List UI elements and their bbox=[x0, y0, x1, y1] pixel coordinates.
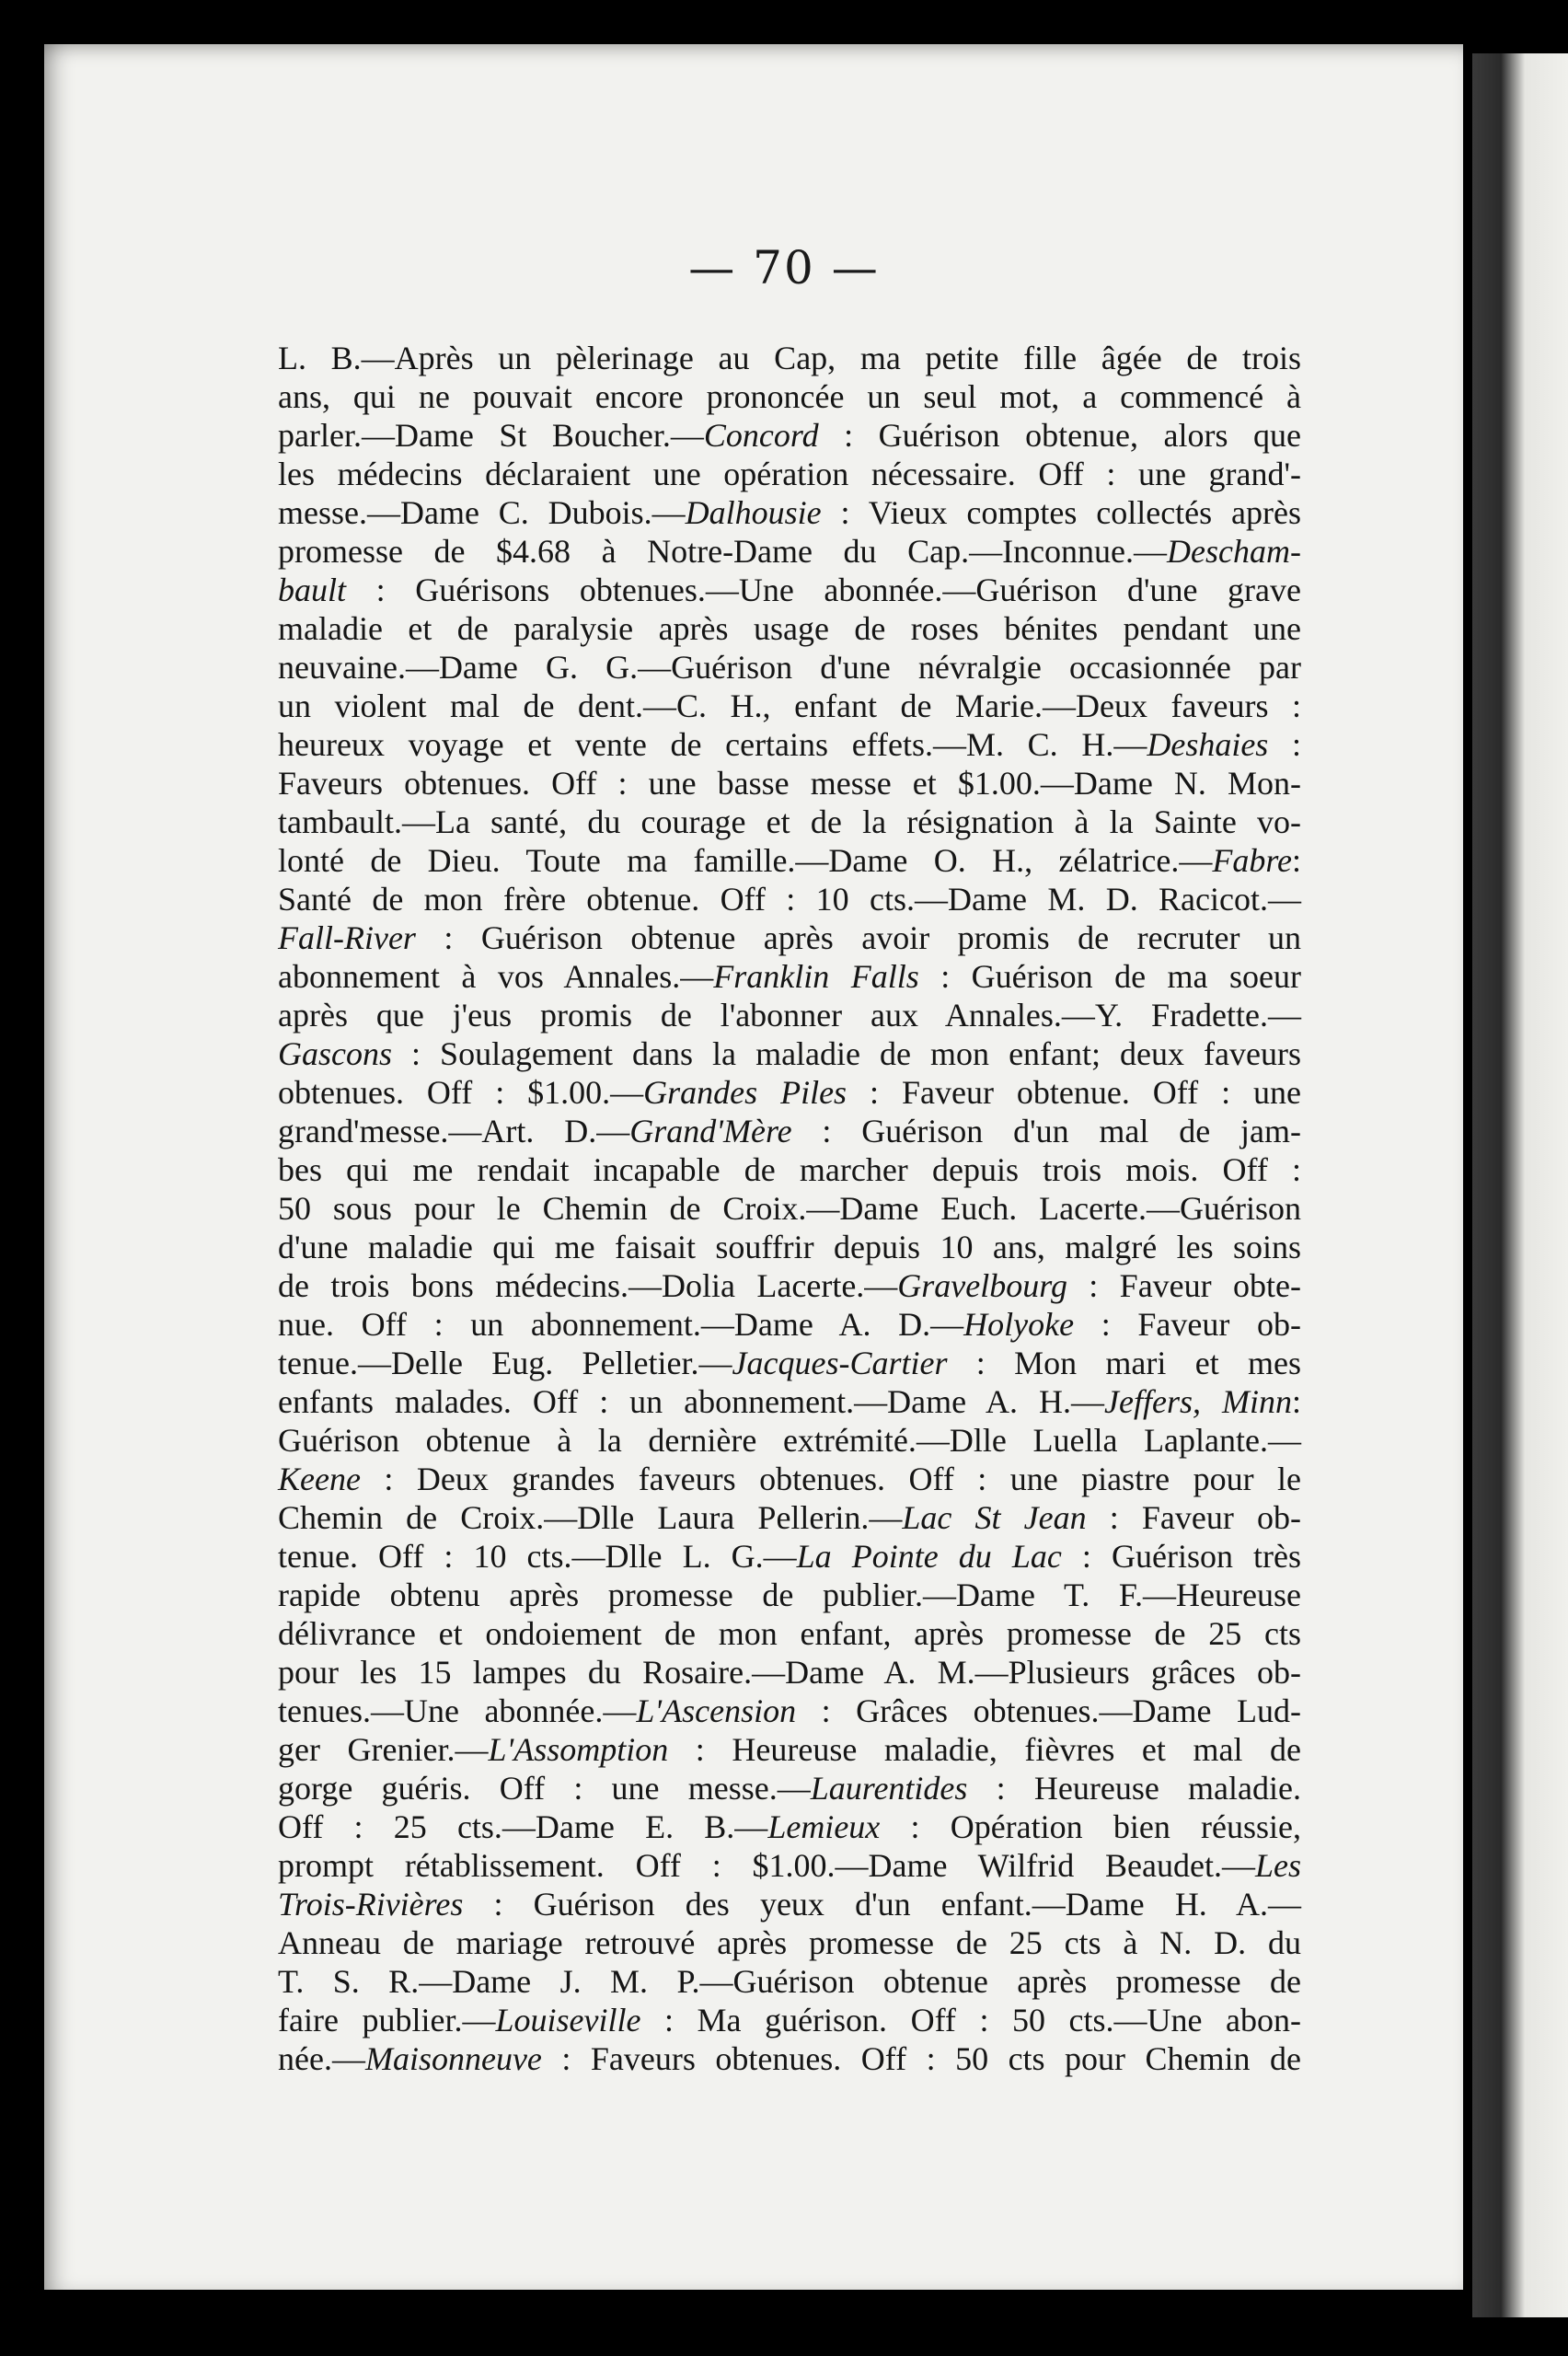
text-line bbox=[278, 455, 1301, 493]
text-line bbox=[278, 841, 1301, 880]
text-line bbox=[278, 1189, 1301, 1228]
place-name: Lemieux bbox=[767, 1808, 881, 1845]
text-line bbox=[278, 1692, 1301, 1730]
text-segment: : Guérison obtenue après avoir promis de recruter un bbox=[415, 919, 1301, 956]
text-segment: obtenues. Off : $1.00.— bbox=[278, 1074, 644, 1111]
text-line bbox=[278, 571, 1301, 609]
text-line bbox=[278, 1730, 1301, 1769]
text-segment: née.— bbox=[278, 2040, 365, 2077]
text-segment: parler.—Dame St Boucher.— bbox=[278, 417, 704, 454]
text-segment: les médecins déclaraient une opération nécessaire. Off : une grand'- bbox=[278, 456, 1301, 492]
text-line bbox=[278, 1807, 1301, 1846]
text-line bbox=[278, 1885, 1301, 1923]
text-segment: Anneau de mariage retrouvé après promesse de 25 cts à N. D. du bbox=[278, 1924, 1301, 1961]
text-segment: : bbox=[1291, 842, 1301, 879]
text-segment: Faveurs obtenues. Off : une basse messe et $1.00.—Dame N. Mon- bbox=[278, 765, 1301, 802]
text-segment: : Guérison obtenue, alors que bbox=[818, 417, 1301, 454]
text-segment: : Vieux comptes collectés après bbox=[821, 494, 1301, 531]
text-segment: pour les 15 lampes du Rosaire.—Dame A. M.—Plusieurs grâces ob- bbox=[278, 1654, 1301, 1691]
text-line bbox=[278, 1614, 1301, 1653]
place-name: Deshaies bbox=[1147, 726, 1269, 763]
text-line bbox=[278, 725, 1301, 764]
text-segment: nue. Off : un abonnement.—Dame A. D.— bbox=[278, 1306, 964, 1343]
text-segment: : Faveur obtenue. Off : une bbox=[847, 1074, 1302, 1111]
text-segment: enfants malades. Off : un abonnement.—Dame A. H.— bbox=[278, 1383, 1105, 1420]
place-name: Fall-River bbox=[278, 919, 416, 956]
text-segment: L. B.—Après un pèlerinage au Cap, ma petite fille âgée de trois bbox=[278, 340, 1301, 376]
place-name: Gascons bbox=[278, 1035, 392, 1072]
place-name: Holyoke bbox=[963, 1306, 1075, 1343]
text-segment: : Guérisons obtenues.—Une abonnée.—Guérison d'une grave bbox=[346, 572, 1301, 608]
text-segment: délivrance et ondoiement de mon enfant, après promesse de 25 cts bbox=[278, 1615, 1301, 1652]
text-segment: promesse de $4.68 à Notre-Dame du Cap.—Inconnue.— bbox=[278, 533, 1168, 570]
text-segment: tambault.—La santé, du courage et de la résignation à la Sainte vo- bbox=[278, 803, 1301, 840]
text-segment: tenue.—Delle Eug. Pelletier.— bbox=[278, 1345, 732, 1381]
place-name: Jacques-Cartier bbox=[732, 1345, 948, 1381]
text-line bbox=[278, 1846, 1301, 1885]
text-segment: : Guérison très bbox=[1061, 1538, 1301, 1575]
text-segment: Guérison obtenue à la dernière extrémité.—Dlle Luella Laplante.— bbox=[278, 1422, 1301, 1459]
text-segment: de trois bons médecins.—Dolia Lacerte.— bbox=[278, 1267, 898, 1304]
text-segment: d'une maladie qui me faisait souffrir depuis 10 ans, malgré les soins bbox=[278, 1229, 1301, 1265]
text-segment: : Guérison d'un mal de jam- bbox=[791, 1113, 1301, 1149]
text-segment: messe.—Dame C. Dubois.— bbox=[278, 494, 686, 531]
text-line bbox=[278, 1576, 1301, 1614]
text-line bbox=[278, 1382, 1301, 1421]
text-line bbox=[278, 996, 1301, 1034]
place-name: L'Ascension bbox=[636, 1692, 797, 1729]
place-name: La Pointe du Lac bbox=[796, 1538, 1062, 1575]
place-name: Les bbox=[1254, 1847, 1301, 1884]
text-segment: : Mon mari et mes bbox=[947, 1345, 1302, 1381]
text-line bbox=[278, 1034, 1301, 1073]
facing-page-edge bbox=[1472, 53, 1568, 2317]
text-line bbox=[278, 1653, 1301, 1692]
place-name: Grand'Mère bbox=[629, 1113, 792, 1149]
place-name: Gravelbourg bbox=[897, 1267, 1067, 1304]
text-segment: gorge guéris. Off : une messe.— bbox=[278, 1770, 811, 1807]
text-segment: : Guérison de ma soeur bbox=[918, 958, 1301, 995]
text-line bbox=[278, 918, 1301, 957]
text-segment: : Faveur obte- bbox=[1066, 1267, 1301, 1304]
text-line bbox=[278, 1498, 1301, 1537]
place-name: L'Assomption bbox=[488, 1731, 669, 1768]
text-line bbox=[278, 1962, 1301, 2001]
place-name: Grandes Piles bbox=[643, 1074, 847, 1111]
text-segment: grand'messe.—Art. D.— bbox=[278, 1113, 630, 1149]
place-name: Fabre bbox=[1212, 842, 1292, 879]
text-line bbox=[278, 1305, 1301, 1344]
text-segment: heureux voyage et vente de certains effets.—M. C. H.— bbox=[278, 726, 1147, 763]
text-segment: neuvaine.—Dame G. G.—Guérison d'une névralgie occasionnée par bbox=[278, 649, 1301, 686]
text-line bbox=[278, 803, 1301, 841]
text-line bbox=[278, 609, 1301, 648]
text-line bbox=[278, 648, 1301, 687]
text-segment: Chemin de Croix.—Dlle Laura Pellerin.— bbox=[278, 1499, 903, 1536]
text-segment: rapide obtenu après promesse de publier.—Dame T. F.—Heureuse bbox=[278, 1576, 1301, 1613]
text-segment: : Faveurs obtenues. Off : 50 cts pour Chemin de bbox=[541, 2040, 1301, 2077]
text-segment: prompt rétablissement. Off : $1.00.—Dame Wilfrid Beaudet.— bbox=[278, 1847, 1255, 1884]
place-name: Franklin Falls bbox=[713, 958, 919, 995]
text-segment: 50 sous pour le Chemin de Croix.—Dame Euch. Lacerte.—Guérison bbox=[278, 1190, 1301, 1227]
text-segment: : Grâces obtenues.—Dame Lud- bbox=[796, 1692, 1301, 1729]
text-segment: un violent mal de dent.—C. H., enfant de Marie.—Deux faveurs : bbox=[278, 687, 1301, 724]
text-segment: abonnement à vos Annales.— bbox=[278, 958, 714, 995]
text-segment: : bbox=[1268, 726, 1301, 763]
place-name: Trois-Rivières bbox=[278, 1886, 464, 1923]
text-line bbox=[278, 1537, 1301, 1576]
place-name: Laurentides bbox=[810, 1770, 968, 1807]
text-segment: : bbox=[1291, 1383, 1301, 1420]
text-line bbox=[278, 339, 1301, 377]
place-name: bault bbox=[278, 572, 347, 608]
text-line bbox=[278, 1112, 1301, 1150]
text-segment: : Faveur ob- bbox=[1086, 1499, 1301, 1536]
text-segment: Off : 25 cts.—Dame E. B.— bbox=[278, 1808, 768, 1845]
text-line bbox=[278, 532, 1301, 571]
place-name: Descham- bbox=[1167, 533, 1301, 570]
text-segment: bes qui me rendait incapable de marcher depuis trois mois. Off : bbox=[278, 1151, 1301, 1188]
text-line bbox=[278, 493, 1301, 532]
text-segment: faire publier.— bbox=[278, 2002, 496, 2038]
text-line bbox=[278, 1923, 1301, 1962]
text-line bbox=[278, 416, 1301, 455]
text-line bbox=[278, 764, 1301, 803]
place-name: Louiseville bbox=[495, 2002, 641, 2038]
place-name: Keene bbox=[278, 1461, 361, 1497]
text-line bbox=[278, 1769, 1301, 1807]
text-segment: ger Grenier.— bbox=[278, 1731, 489, 1768]
text-line bbox=[278, 377, 1301, 416]
text-line bbox=[278, 2039, 1301, 2078]
text-segment: : Opération bien réussie, bbox=[880, 1808, 1301, 1845]
text-line bbox=[278, 2001, 1301, 2039]
text-segment: maladie et de paralysie après usage de roses bénites pendant une bbox=[278, 610, 1301, 647]
text-segment: : Guérison des yeux d'un enfant.—Dame H. A.— bbox=[463, 1886, 1301, 1923]
place-name: Concord bbox=[703, 417, 819, 454]
text-segment: : Deux grandes faveurs obtenues. Off : une piastre pour le bbox=[360, 1461, 1301, 1497]
text-line bbox=[278, 1228, 1301, 1266]
text-segment: tenue. Off : 10 cts.—Dlle L. G.— bbox=[278, 1538, 797, 1575]
text-segment: : Faveur ob- bbox=[1074, 1306, 1301, 1343]
text-segment: : Ma guérison. Off : 50 cts.—Une abon- bbox=[640, 2002, 1302, 2038]
text-line bbox=[278, 1421, 1301, 1460]
text-line bbox=[278, 1266, 1301, 1305]
text-segment: lonté de Dieu. Toute ma famille.—Dame O. H., zélatrice.— bbox=[278, 842, 1213, 879]
text-segment: Santé de mon frère obtenue. Off : 10 cts.—Dame M. D. Racicot.— bbox=[278, 881, 1301, 918]
text-segment: : Heureuse maladie. bbox=[967, 1770, 1301, 1807]
text-segment: ans, qui ne pouvait encore prononcée un seul mot, a commencé à bbox=[278, 378, 1301, 415]
place-name: Lac St Jean bbox=[902, 1499, 1087, 1536]
place-name: Maisonneuve bbox=[364, 2040, 542, 2077]
place-name: Jeffers, Minn bbox=[1104, 1383, 1292, 1420]
text-segment: : Soulagement dans la maladie de mon enfant; deux faveurs bbox=[392, 1035, 1301, 1072]
text-line bbox=[278, 1344, 1301, 1382]
place-name: Dalhousie bbox=[685, 494, 822, 531]
page-body-text bbox=[278, 339, 1301, 2078]
page-number: — 70 — bbox=[688, 241, 880, 294]
text-line bbox=[278, 1150, 1301, 1189]
text-segment: T. S. R.—Dame J. M. P.—Guérison obtenue après promesse de bbox=[278, 1963, 1301, 2000]
text-line bbox=[278, 1460, 1301, 1498]
text-segment: après que j'eus promis de l'abonner aux Annales.—Y. Fradette.— bbox=[278, 997, 1301, 1034]
text-line bbox=[278, 1073, 1301, 1112]
text-line bbox=[278, 957, 1301, 996]
text-line bbox=[278, 687, 1301, 725]
text-line bbox=[278, 880, 1301, 918]
text-segment: : Heureuse maladie, fièvres et mal de bbox=[668, 1731, 1302, 1768]
text-segment: tenues.—Une abonnée.— bbox=[278, 1692, 637, 1729]
